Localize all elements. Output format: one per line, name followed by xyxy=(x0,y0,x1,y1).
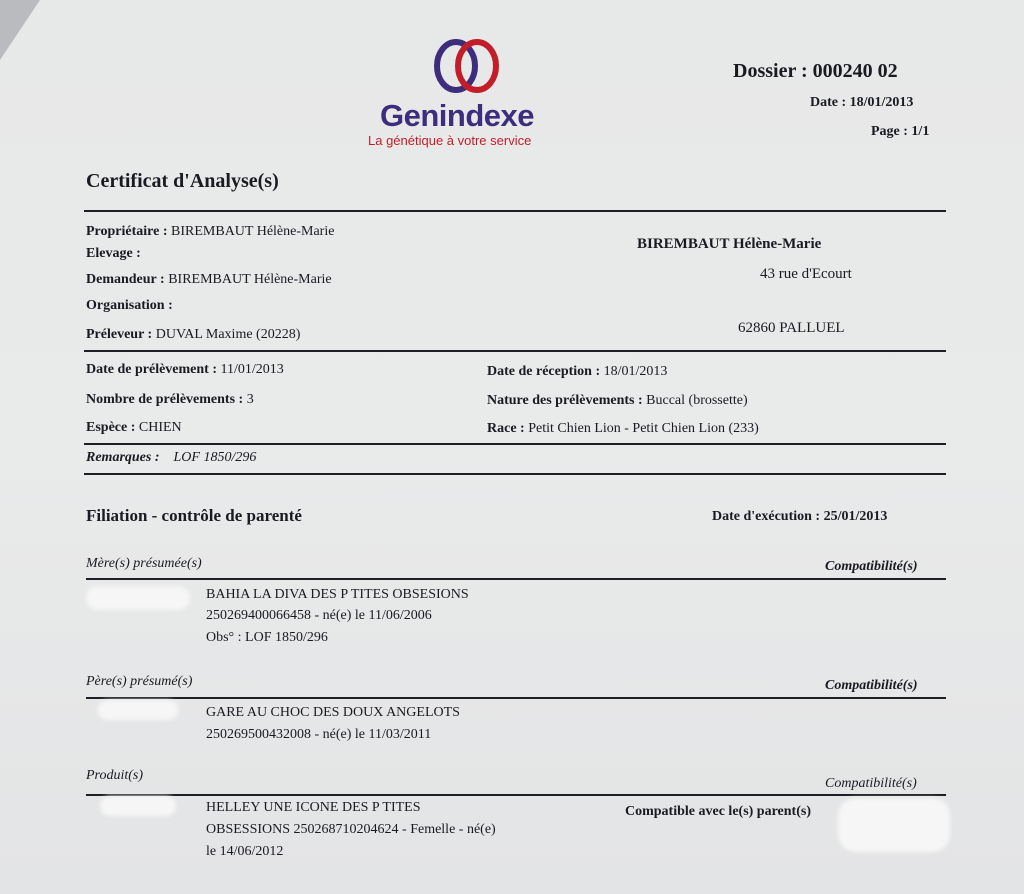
divider xyxy=(86,697,946,699)
redacted-box xyxy=(86,586,190,610)
produit-birth: le 14/06/2012 xyxy=(206,844,284,859)
elevage-label: Elevage : xyxy=(86,246,141,261)
compatibility-result: Compatible avec le(s) parent(s) xyxy=(625,804,811,819)
redacted-box xyxy=(100,796,176,816)
address-street: 43 rue d'Ecourt xyxy=(760,266,852,282)
address-city: 62860 PALLUEL xyxy=(738,320,845,336)
preleveur-row: Préleveur : DUVAL Maxime (20228) xyxy=(86,327,301,342)
espece-row: Espèce : CHIEN xyxy=(86,420,182,435)
section-title: Filiation - contrôle de parenté xyxy=(86,506,302,525)
produit-name: HELLEY UNE ICONE DES P TITES xyxy=(206,800,421,815)
logo-name: Genindexe xyxy=(380,98,534,133)
divider xyxy=(84,473,946,475)
proprietaire-row: Propriétaire : BIREMBAUT Hélène-Marie xyxy=(86,224,335,239)
genindexe-logo-icon xyxy=(432,36,502,98)
divider xyxy=(84,350,946,352)
race-row: Race : Petit Chien Lion - Petit Chien Lion (233) xyxy=(487,421,759,436)
mere-header: Mère(s) présumée(s) xyxy=(86,556,202,571)
organisation-label: Organisation : xyxy=(86,298,173,313)
mere-name: BAHIA LA DIVA DES P TITES OBSESIONS xyxy=(206,587,469,602)
divider xyxy=(84,443,946,445)
produit-header: Produit(s) xyxy=(86,768,144,783)
demandeur-row: Demandeur : BIREMBAUT Hélène-Marie xyxy=(86,272,332,287)
pere-compat-header: Compatibilité(s) xyxy=(825,678,918,693)
date-reception-row: Date de réception : 18/01/2013 xyxy=(487,364,668,379)
date-prelevement-row: Date de prélèvement : 11/01/2013 xyxy=(86,362,284,377)
mere-compat-header: Compatibilité(s) xyxy=(825,559,918,574)
mere-obs: Obs° : LOF 1850/296 xyxy=(206,630,328,645)
divider xyxy=(86,578,946,580)
pere-name: GARE AU CHOC DES DOUX ANGELOTS xyxy=(206,705,460,720)
pere-header: Père(s) présumé(s) xyxy=(86,674,193,689)
redacted-box xyxy=(838,798,950,852)
page-number: Page : 1/1 xyxy=(871,124,930,139)
logo-tagline: La génétique à votre service xyxy=(368,133,532,148)
redacted-box xyxy=(98,700,178,720)
remarques-row: Remarques : LOF 1850/296 xyxy=(86,450,257,465)
mere-id: 250269400066458 - né(e) le 11/06/2006 xyxy=(206,608,432,623)
document-title: Certificat d'Analyse(s) xyxy=(86,170,279,192)
divider xyxy=(86,794,946,796)
date-execution-row: Date d'exécution : 25/01/2013 xyxy=(712,509,888,524)
pere-id: 250269500432008 - né(e) le 11/03/2011 xyxy=(206,727,432,742)
dossier-number: Dossier : 000240 02 xyxy=(733,60,898,82)
page-corner xyxy=(0,0,40,60)
produit-compat-header: Compatibilité(s) xyxy=(825,776,917,791)
produit-id: OBSESSIONS 250268710204624 - Femelle - né(e) xyxy=(206,822,496,837)
nature-prelevements-row: Nature des prélèvements : Buccal (brossette) xyxy=(487,393,748,408)
document-date: Date : 18/01/2013 xyxy=(810,95,914,110)
address-name: BIREMBAUT Hélène-Marie xyxy=(637,236,822,252)
nombre-prelevements-row: Nombre de prélèvements : 3 xyxy=(86,392,254,407)
divider xyxy=(84,210,946,212)
